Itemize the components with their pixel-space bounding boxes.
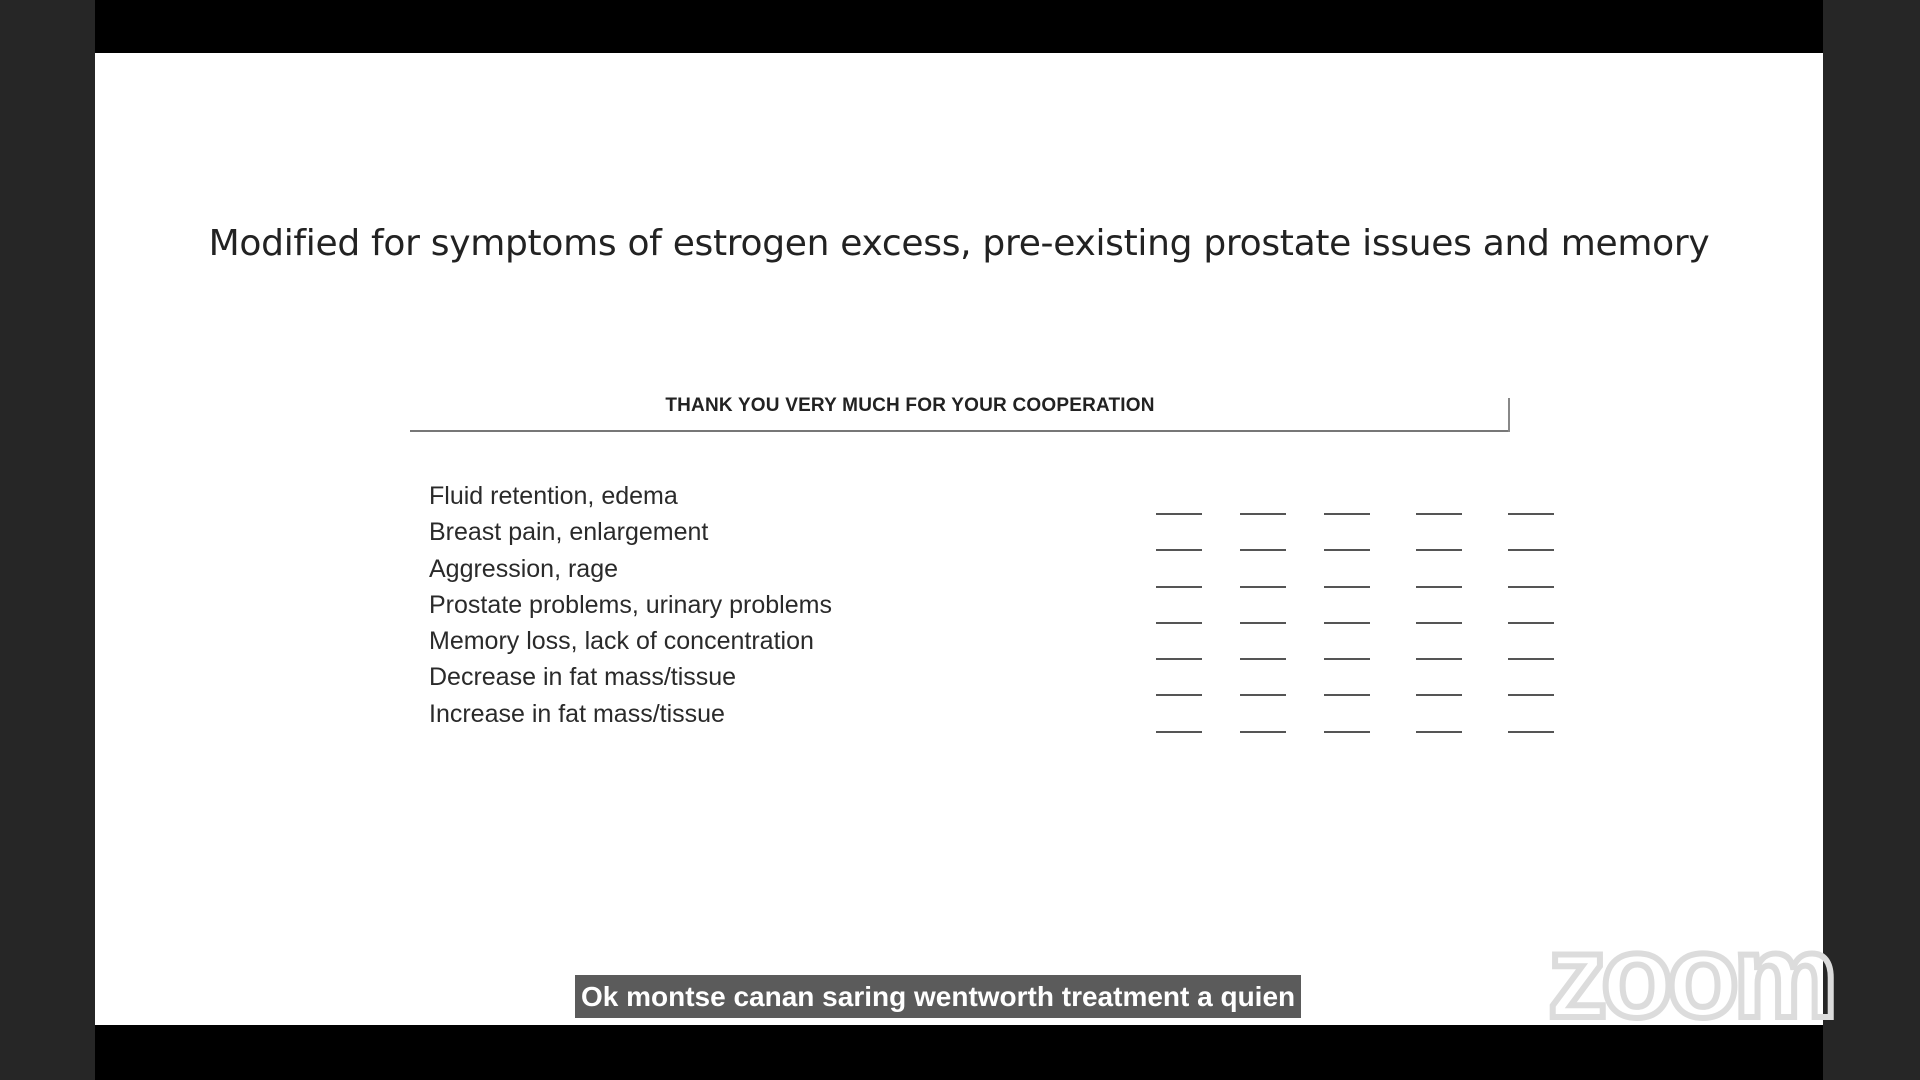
rating-blank	[1508, 731, 1554, 733]
left-frame-border	[0, 0, 95, 1080]
symptom-row	[429, 696, 1559, 732]
zoom-watermark-text: zoom	[1547, 925, 1833, 1035]
symptom-row	[429, 478, 1559, 514]
form-header-corner-line	[1508, 398, 1510, 432]
form-header-text: THANK YOU VERY MUCH FOR YOUR COOPERATION	[665, 395, 1155, 416]
symptom-label: Breast pain, enlargement	[429, 518, 709, 547]
rating-blank	[1416, 731, 1462, 733]
slide-title: Modified for symptoms of estrogen excess, pre-existing prostate issues and memory	[208, 223, 1710, 264]
symptom-row	[429, 623, 1559, 659]
live-caption: Ok montse canan saring wentworth treatment a quien	[575, 975, 1301, 1018]
symptom-row	[429, 514, 1559, 550]
symptom-label: Fluid retention, edema	[429, 482, 678, 510]
rating-blank	[1240, 731, 1286, 733]
symptom-row	[429, 659, 1559, 695]
symptom-row	[429, 587, 1559, 623]
form-header	[410, 343, 1510, 433]
symptom-label: Prostate problems, urinary problems	[429, 590, 832, 619]
form-header-divider	[410, 430, 1510, 432]
rating-blank	[1156, 731, 1202, 733]
symptom-label: Memory loss, lack of concentration	[429, 627, 814, 656]
symptom-label: Aggression, rage	[429, 554, 619, 583]
shared-screen-slide	[95, 53, 1823, 1025]
rating-blank	[1324, 731, 1370, 733]
symptom-label: Increase in fat mass/tissue	[429, 699, 725, 728]
symptom-label: Decrease in fat mass/tissue	[429, 663, 737, 692]
symptom-list	[429, 478, 1559, 732]
zoom-watermark-logo	[1530, 925, 1850, 1035]
right-frame-border	[1823, 0, 1920, 1080]
symptom-row	[429, 551, 1559, 587]
